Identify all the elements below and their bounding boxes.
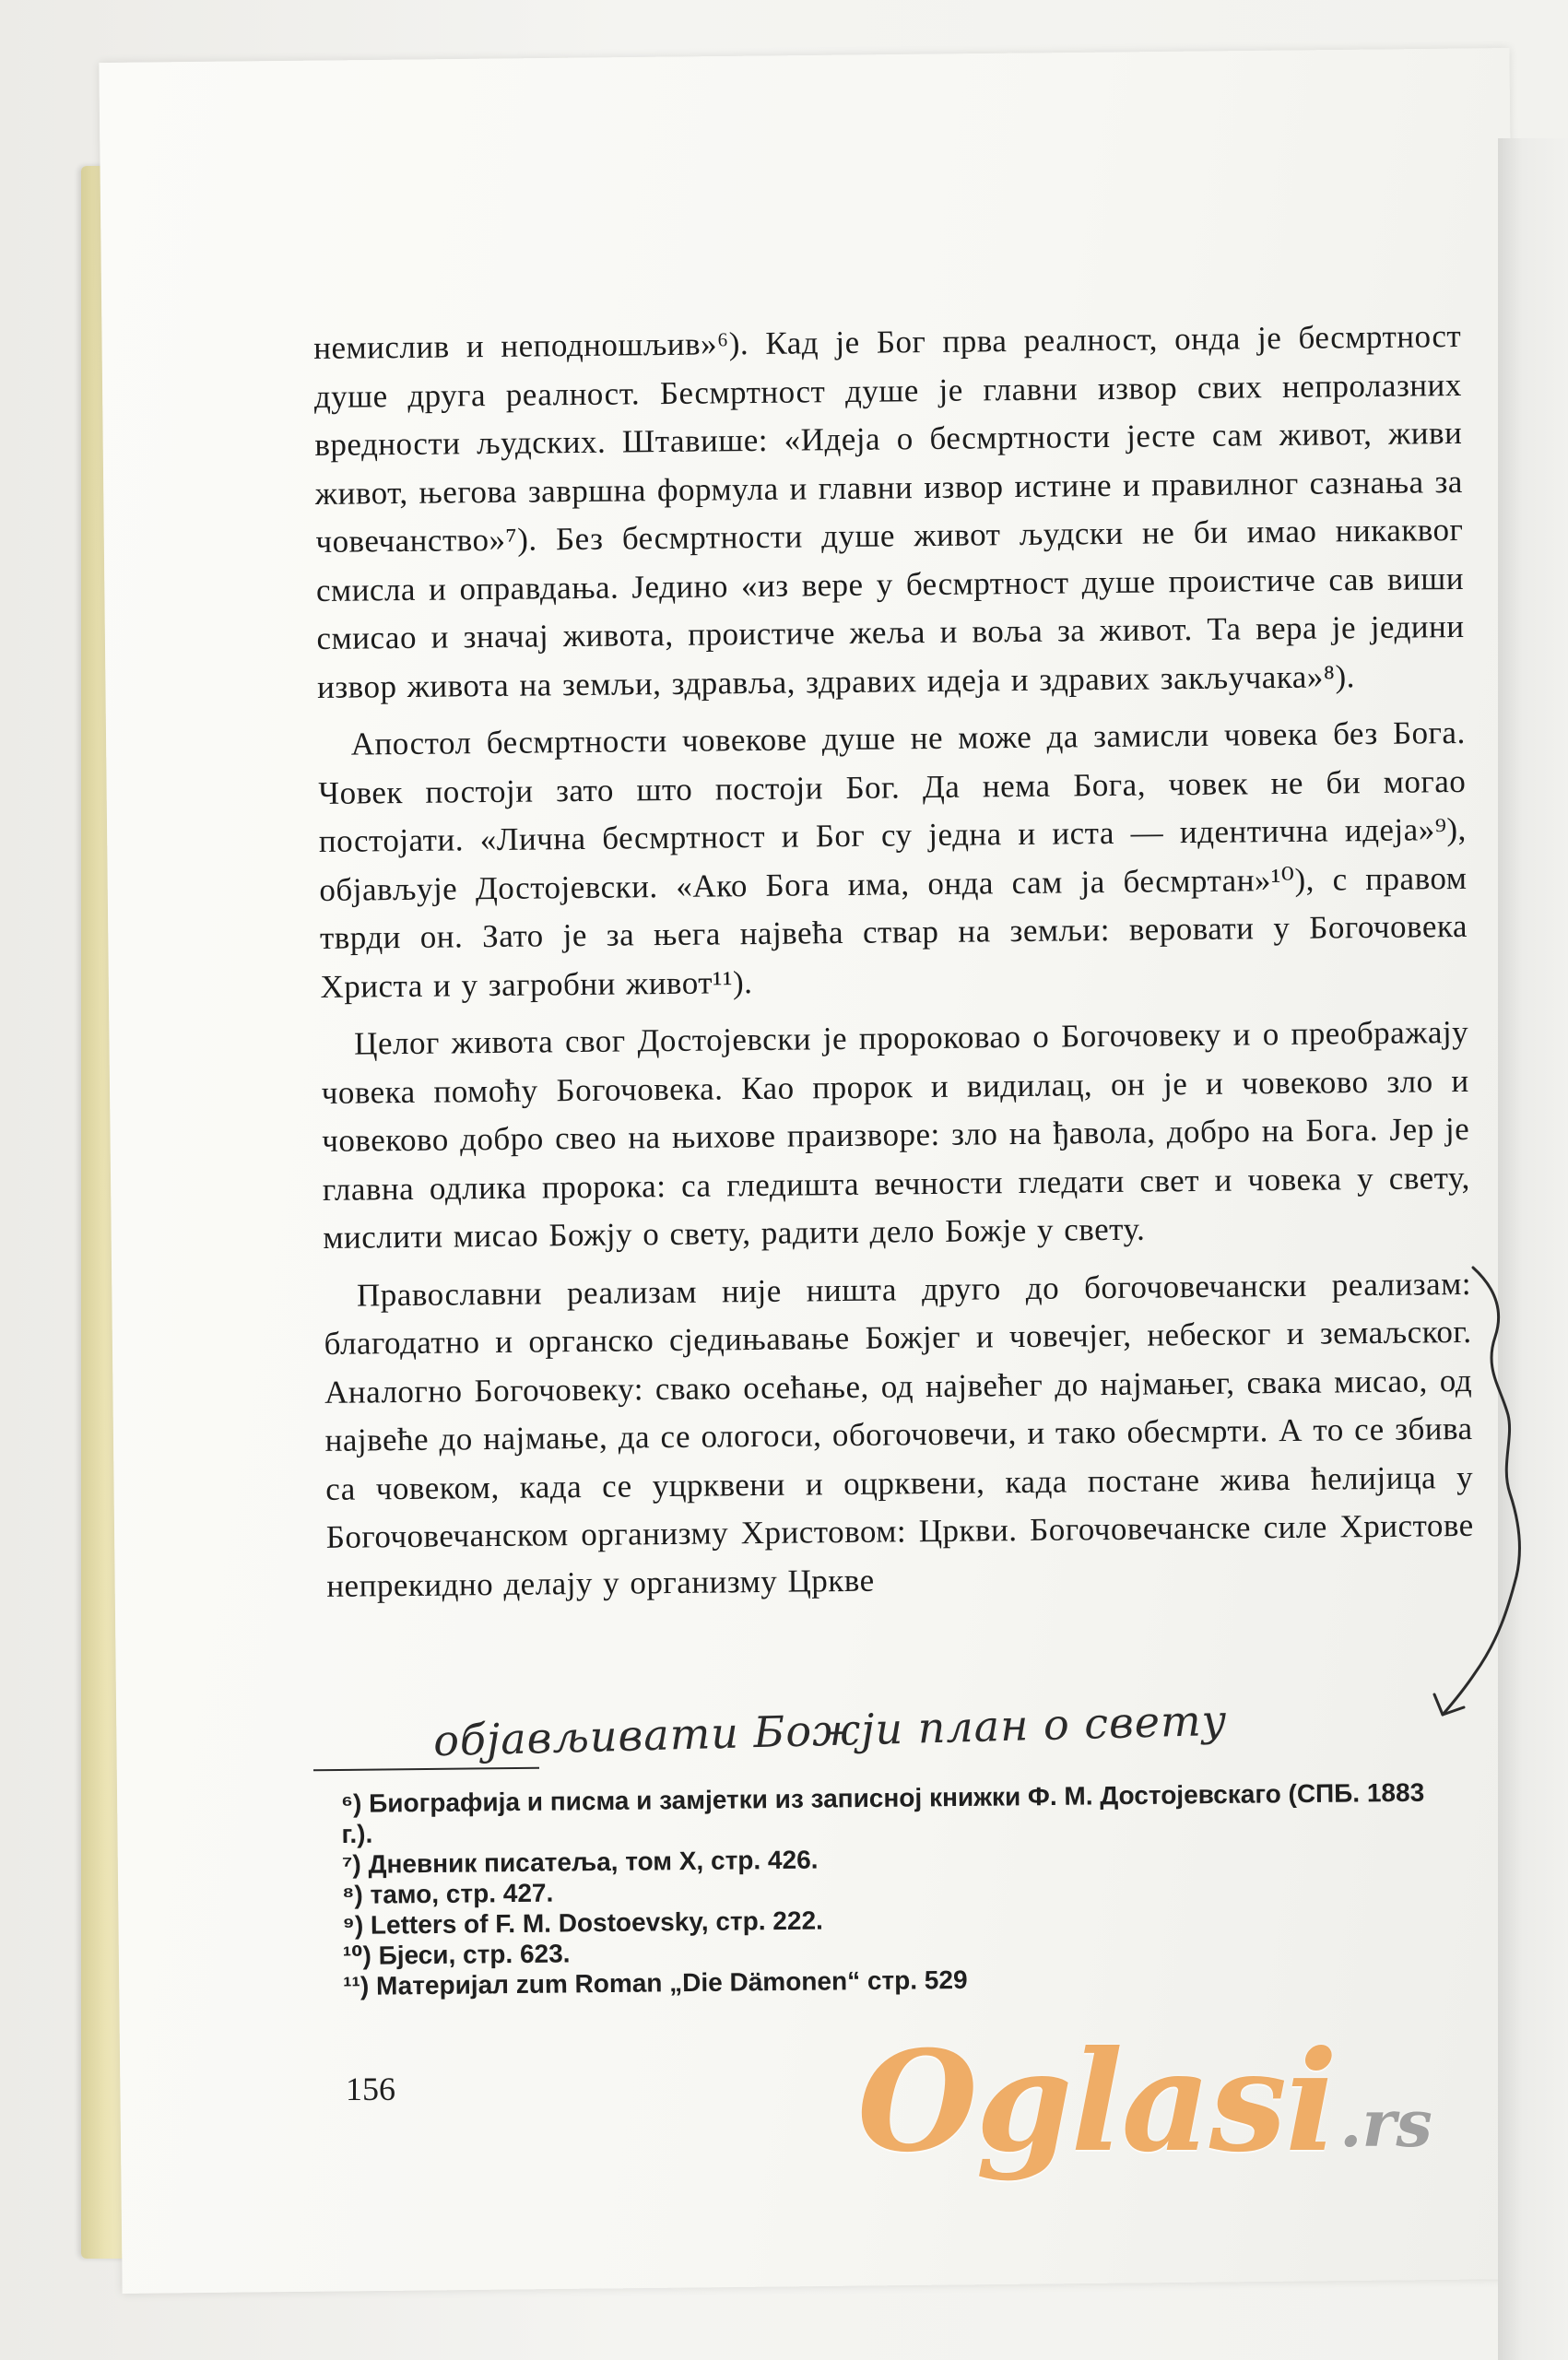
- paragraph-1: немислив и неподношљив»⁶). Кад је Бог прва реалност, онда је бесмртност душе друга реалност. Бесмртност душе је главни извор свих непролазних вредности људских. Штавише: «Идеја о бесмртности јесте сам живот, живи живот, његова завршна формула и главни извор истине и правилног сазнања за човечанство»⁷). Без бесмртности душе живот људски не би имао никаквог смисла и оправдања. Једино «из вере у бесмртност душе проистиче сав виши смисао и значај живота, проистиче жеља и воља за живот. Та вера је једини извор живота на земљи, здравља, здравих идеја и здравих закључака»⁸).: [313, 317, 1465, 705]
- footnote-10: ¹⁰) Бјеси, стр. 623.: [342, 1939, 571, 1970]
- footnote-7: ⁷) Дневник писатеља, том X, стр. 426.: [341, 1845, 819, 1879]
- handwritten-note: објављивати Божји план о свету: [432, 1694, 1228, 1766]
- watermark-main: Oglasi: [857, 2021, 1337, 2183]
- page-body: [313, 313, 1475, 1620]
- facing-page-edge: [1498, 138, 1568, 2360]
- paragraph-4: Православни реализам није ништа друго до богочовечански реализам: благодатно и органско сједињавање Божјег и човечјег, небеског и земаљског. Аналогно Богочовеку: свако осећање, од највећег до најмањег, свака мисао, од највеће до најмање, да се ологоси, обогочовечи, и тако обесмрти. А то се збива са човеком, када се уцрквени и оцрквени, када постане жива ћелијица у Богочовечанском организму Христовом: Цркви. Богочовечанске силе Христове непрекидно делају у организму Цркве: [324, 1265, 1474, 1604]
- watermark-logo: [857, 2021, 1432, 2183]
- footnote-11: ¹¹) Материјал zum Roman „Die Dämonen“ стр. 529: [343, 1965, 968, 2000]
- footnote-9: ⁹) Letters of F. M. Dostoevsky, стр. 222.: [342, 1906, 823, 1940]
- page-number: 156: [346, 2071, 395, 2107]
- footnote-8: ⁸) тамо, стр. 427.: [342, 1878, 554, 1909]
- footnote-6: ⁶) Биографија и писма и замјетки из записној книжки Ф. М. Достојевскаго (СПБ. 1883 г.).: [341, 1777, 1425, 1848]
- footnotes: [341, 1777, 1431, 2001]
- watermark-tld: .rs: [1339, 2085, 1432, 2162]
- body-text: [313, 313, 1475, 1611]
- paragraph-3: Целог живота свог Достојевски је пророковао о Богочовеку и о преображају човека помоћу Богочовека. Као пророк и видилац, он је и човеково зло и човеково добро свео на њихове праизворе: зло на ђавола, добро на Бога. Јер је главна одлика пророка: са гледишта вечности гледати свет и човека у свету, мислити мисао Божју о свету, радити дело Божје у свету.: [321, 1013, 1470, 1256]
- paragraph-2: Апостол бесмртности човекове душе не може да замисли човека без Бога. Човек постоји зато што постоји Бог. Да нема Бога, човек не би могао постојати. «Лична бесмртност и Бог су једна и иста — идентична идеја»⁹), објављује Достојевски. «Ако Бога има, онда сам ја бесмртан»¹⁰), с правом тврди он. Зато је за њега највећа ствар на земљи: веровати у Богочовека Христа и у загробни живот¹¹).: [318, 714, 1468, 1005]
